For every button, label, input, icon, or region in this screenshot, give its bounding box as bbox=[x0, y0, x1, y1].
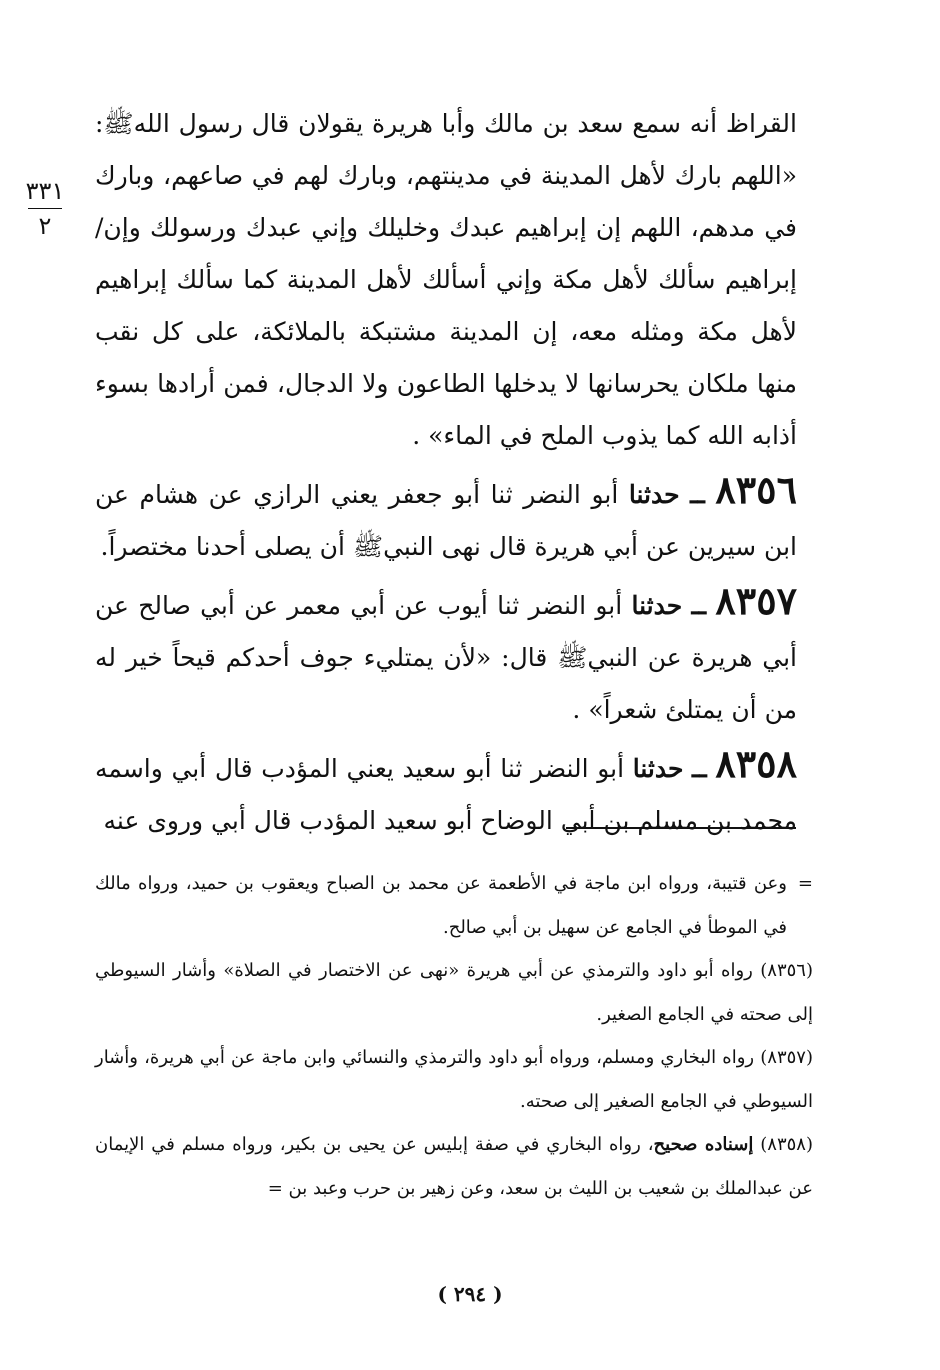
footnote-ref: (٨٣٥٨) bbox=[760, 1134, 813, 1155]
footnote-separator bbox=[566, 827, 796, 829]
main-text bbox=[95, 98, 797, 847]
intro-line: يدخلها الطاعون ولا الدجال، فمن أرادها بسوء أذابه الله كما يذوب الملح bbox=[95, 369, 797, 450]
page-number: ( ٢٩٤ ) bbox=[437, 1282, 503, 1306]
hadith-number: ٨٣٥٦ bbox=[715, 467, 797, 512]
footnote-continuation bbox=[95, 862, 813, 949]
footnote-8356 bbox=[95, 949, 813, 1036]
intro-line: لأهل مكة وإني أسألك لأهل المدينة كما سألك إبراهيم لأهل مكة ومثله bbox=[95, 265, 797, 346]
footnote-ref: (٨٣٥٧) bbox=[760, 1047, 813, 1068]
intro-line: معه، إن المدينة مشتبكة بالملائكة، على كل نقب منها ملكان يحرسانها لا bbox=[95, 317, 797, 398]
intro-line: اللهم إن إبراهيم عبدك وخليلك وإني عبدك ورسولك وإن/ إبراهيم سألك bbox=[95, 213, 797, 294]
hadith-opening: حدثنا bbox=[632, 754, 684, 783]
footnote-ref: (٨٣٥٦) bbox=[760, 960, 813, 981]
hadith-opening: حدثنا bbox=[631, 591, 683, 620]
margin-reference-divider bbox=[28, 208, 62, 209]
hadith-number: ٨٣٥٧ bbox=[715, 578, 798, 623]
intro-paragraph bbox=[95, 98, 797, 462]
footnote-8358 bbox=[95, 1123, 813, 1210]
intro-line: في الماء» . bbox=[412, 421, 533, 450]
margin-reference bbox=[22, 178, 68, 240]
hadith-text: أبو النضر ثنا أبو سعيد يعني المؤدب قال أبي واسمه محمد بن مسلم بن أبي الوضاح أبو سعيد المؤدب قال أبي وروى عنه bbox=[95, 754, 797, 835]
footnotes bbox=[95, 862, 813, 1210]
hadith-8358 bbox=[95, 738, 797, 847]
hadith-8356 bbox=[95, 464, 797, 573]
intro-line: القراظ أنه سمع سعد بن مالك وأبا هريرة يقولان قال رسول اللهﷺ: «اللهم bbox=[95, 109, 798, 190]
hadith-dash: ــ bbox=[692, 754, 707, 783]
footnote-text: رواه البخاري ومسلم، ورواه أبو داود والترمذي والنسائي وابن ماجة عن أبي هريرة، وأشار السيوطي في الجامع الصغير إلى صحته. bbox=[95, 1047, 813, 1112]
hadith-opening: حدثنا bbox=[628, 480, 680, 509]
hadith-text: أبو النضر ثنا أبو جعفر يعني الرازي عن هشام عن ابن سيرين عن أبي هريرة قال نهى النبيﷺ أن يصلى أحدنا مختصراً. bbox=[95, 480, 797, 561]
continues-marker: = bbox=[267, 1177, 283, 1199]
margin-reference-part: ٢ bbox=[38, 212, 52, 241]
footnote-text: رواه أبو داود والترمذي عن أبي هريرة «نهى عن الاختصار في الصلاة» وأشار السيوطي إلى صحته في الجامع الصغير. bbox=[95, 960, 813, 1025]
footnote-8357 bbox=[95, 1036, 813, 1123]
footnote-text: ، رواه البخاري في صفة إبليس عن يحيى بن بكير، ورواه مسلم في الإيمان عن عبدالملك بن شعيب بن الليث بن سعد، وعن زهير بن حرب وعبد بن bbox=[95, 1134, 813, 1199]
intro-line: بارك لأهل المدينة في مدينتهم، وبارك لهم في صاعهم، وبارك في مدهم، bbox=[95, 161, 797, 242]
hadith-number: ٨٣٥٨ bbox=[715, 741, 797, 786]
hadith-dash: ــ bbox=[690, 480, 705, 509]
footnote-text: وعن قتيبة، ورواه ابن ماجة في الأطعمة عن محمد بن الصباح ويعقوب بن حميد، ورواه مالك في الموطأ في الجامع عن سهيل بن أبي صالح. bbox=[95, 873, 787, 938]
hadith-8357 bbox=[95, 575, 797, 736]
margin-reference-number: ٣٣١ bbox=[25, 177, 65, 205]
hadith-text: أبو النضر ثنا أيوب عن أبي معمر عن أبي صالح عن أبي هريرة عن النبيﷺ قال: «لأن يمتليء جوف أحدكم قيحاً خير له من أن يمتلئ شعراً» . bbox=[95, 591, 797, 724]
hadith-dash: ــ bbox=[691, 591, 707, 620]
footnote-grade: إسناده صحيح bbox=[653, 1134, 754, 1155]
continuation-marker: = bbox=[797, 873, 813, 894]
